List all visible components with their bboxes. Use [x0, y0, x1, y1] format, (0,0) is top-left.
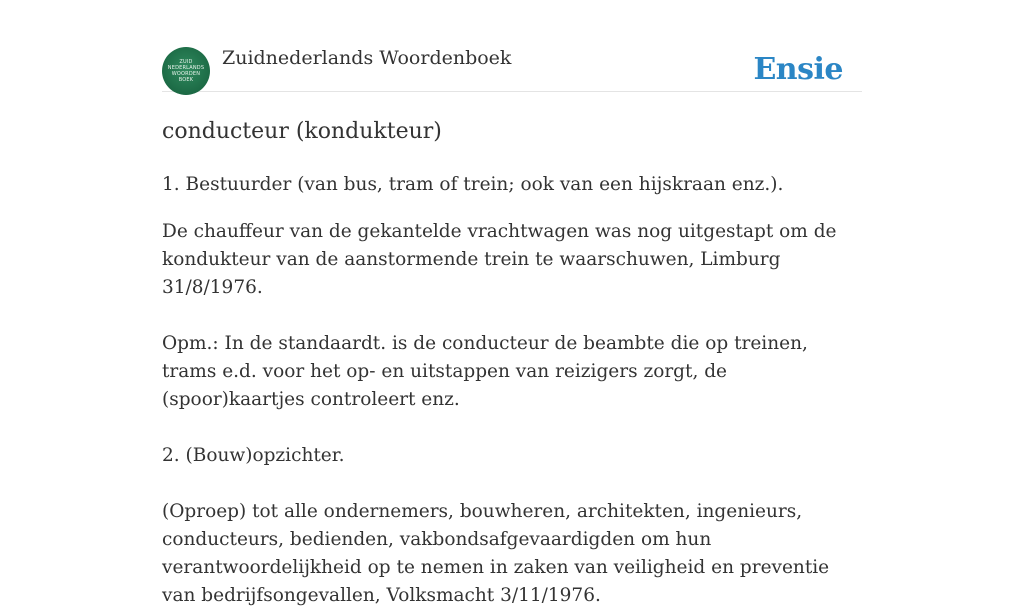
ensie-brand-logo[interactable]: Ensie — [753, 52, 843, 87]
usage-note: Opm.: In de standaardt. is de conducteur de beambte die op treinen, trams e.d. voor het op- en uitstappen van reizigers zorgt, de (spoor)kaartjes controleert enz. — [162, 333, 808, 410]
dictionary-logo[interactable]: ZUID NEDERLANDS WOORDEN BOEK — [162, 47, 210, 95]
sense-1-definition: 1. Bestuurder (van bus, tram of trein; ook van een hijskraan enz.). — [162, 174, 784, 195]
headword: conducteur (kondukteur) — [162, 119, 442, 144]
sense-2-example: (Oproep) tot alle ondernemers, bouwheren, architekten, ingenieurs, conducteurs, bedienden, vakbondsafgevaardigden om hun verantwoordelijkheid op te nemen in zaken van veiligheid en preventie van bedrijfsongevallen, Volksmacht 3/11/1976. — [162, 501, 830, 606]
entry-page — [162, 44, 862, 610]
site-header — [162, 44, 862, 92]
sense-1-example: De chauffeur van de gekantelde vrachtwagen was nog uitgestapt om de kondukteur van de aanstormende trein te waarschuwen, Limburg 31/8/1976. — [162, 221, 837, 298]
sense-2-definition: 2. (Bouw)opzichter. — [162, 445, 345, 466]
dictionary-title[interactable]: Zuidnederlands Woordenboek — [222, 47, 512, 69]
